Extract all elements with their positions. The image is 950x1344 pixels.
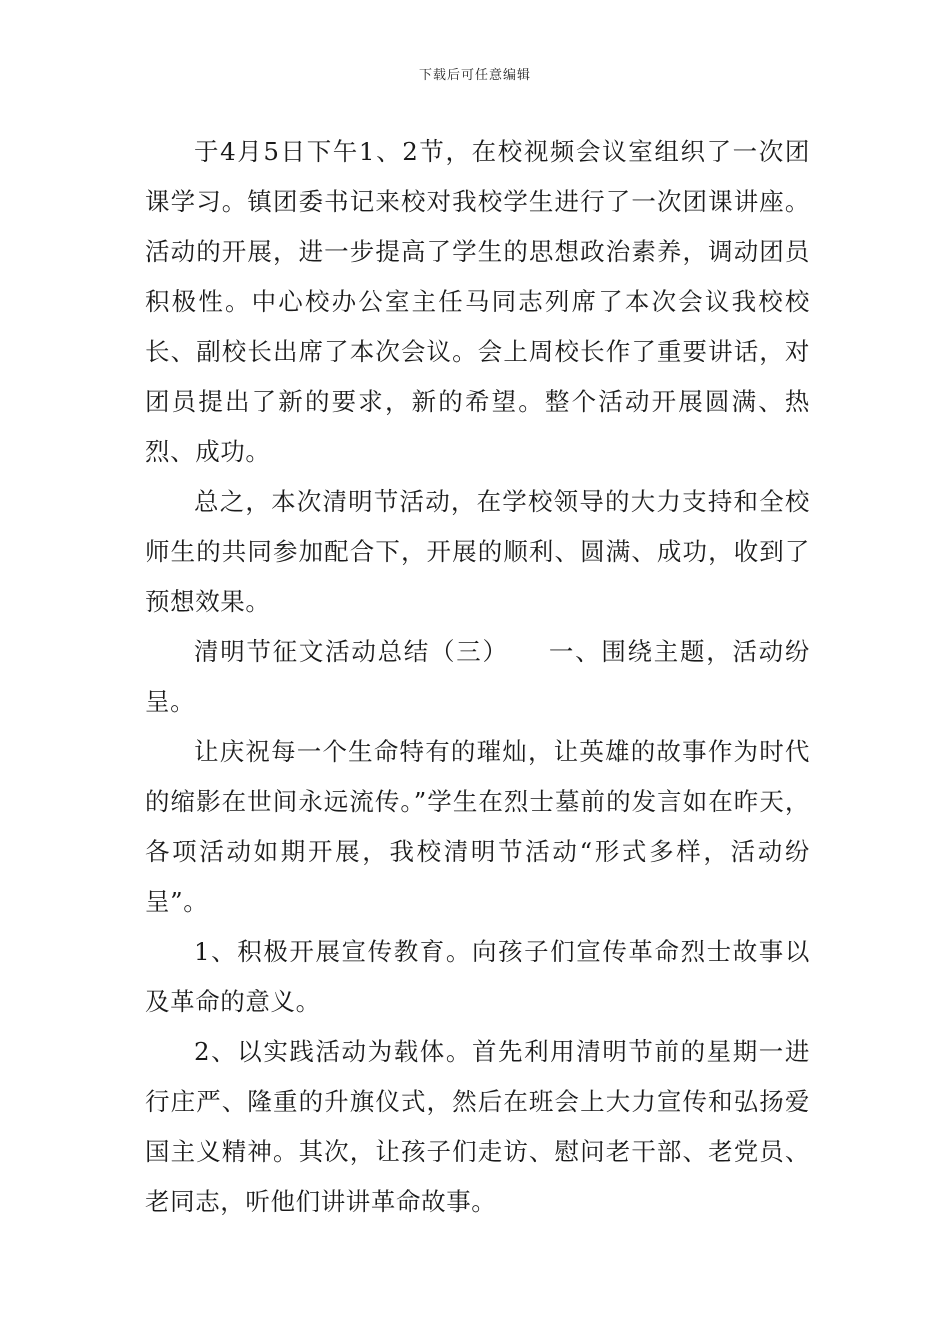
section-heading-paragraph: 清明节征文活动总结（三） 一、围绕主题，活动纷呈。: [145, 637, 810, 716]
list-item-paragraph: 1、积极开展宣传教育。向孩子们宣传革命烈士故事以及革命的意义。: [145, 937, 810, 1016]
header-note: 下载后可任意编辑: [418, 68, 531, 83]
list-item-paragraph: 2、以实践活动为载体。首先利用清明节前的星期一进行庄严、隆重的升旗仪式，然后在班会上大力宣传和弘扬爱国主义精神。其次，让孩子们走访、慰问老干部、老党员、老同志，听他们讲讲革命故事。: [145, 1037, 810, 1216]
paragraph: 让庆祝每一个生命特有的璀灿，让英雄的故事作为时代的缩影在世间永远流传。”学生在烈士墓前的发言如在昨天，各项活动如期开展，我校清明节活动“形式多样，活动纷呈”。: [145, 737, 810, 916]
document-body: [145, 127, 810, 1227]
paragraph: 总之，本次清明节活动，在学校领导的大力支持和全校师生的共同参加配合下，开展的顺利、圆满、成功，收到了预想效果。: [145, 487, 810, 616]
paragraph: 于4月5日下午1、2节，在校视频会议室组织了一次团课学习。镇团委书记来校对我校学生进行了一次团课讲座。活动的开展，进一步提高了学生的思想政治素养，调动团员积极性。中心校办公室主任马同志列席了本次会议我校校长、副校长出席了本次会议。会上周校长作了重要讲话，对团员提出了新的要求，新的希望。整个活动开展圆满、热烈、成功。: [145, 137, 810, 466]
